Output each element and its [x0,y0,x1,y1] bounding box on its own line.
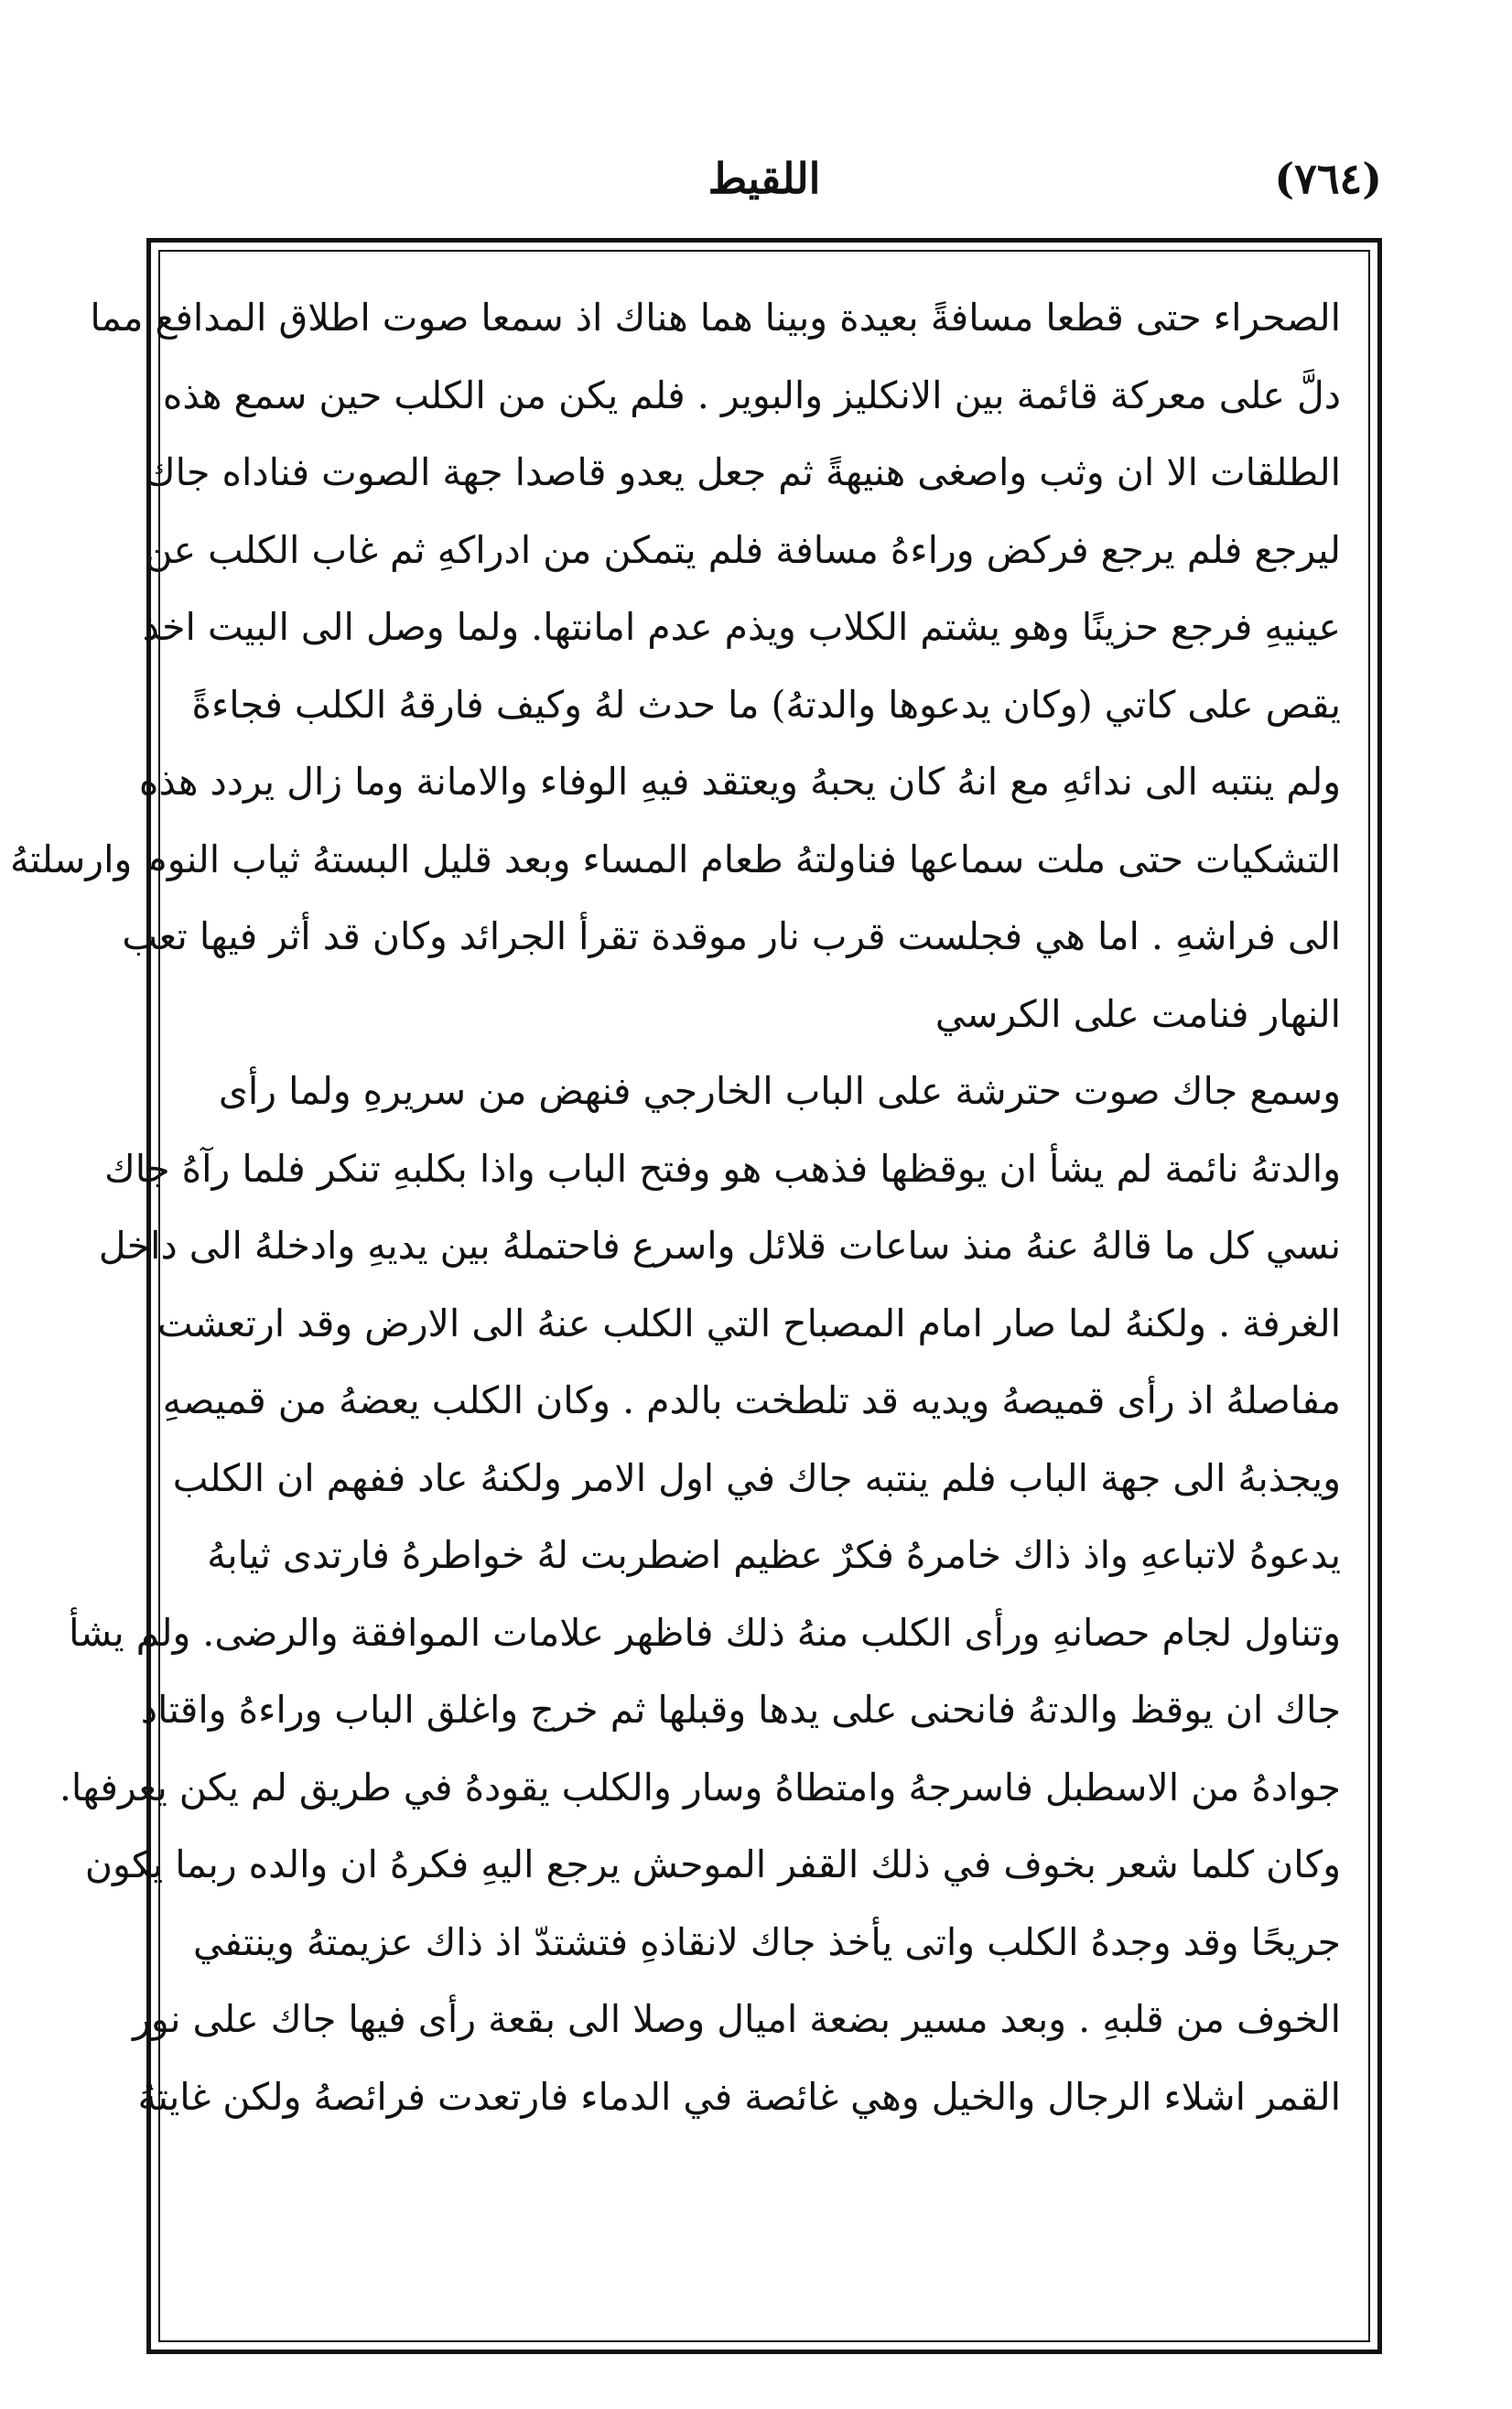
page-frame-inner [10,250,1370,2342]
text-line: الطلقات الا ان وثب واصغى هنيهةً ثم جعل يعدو قاصدا جهة الصوت فناداه جاك [144,450,1341,494]
text-line: ليرجع فلم يرجع فركض وراءهُ مسافة فلم يتمكن من ادراكهِ ثم غاب الكلب عن [145,527,1341,572]
text-line: التشكيات حتى ملت سماعها فناولتهُ طعام المساء وبعد قليل البستهُ ثياب النوم وارسلتهُ [10,837,1341,881]
page-frame [10,238,1382,2354]
text-line: النهار فنامت على الكرسي [934,991,1341,1036]
body-text [10,279,1341,2331]
text-line: يدعوهُ لاتباعهِ واذ ذاك خامرهُ فكرٌ عظيم اضطربت لهُ خواطرهُ فارتدى ثيابهُ [207,1533,1341,1577]
text-line: عينيهِ فرجع حزينًا وهو يشتم الكلاب ويذم عدم امانتها. ولما وصل الى البيت اخذ [142,605,1341,649]
text-line: يقص على كاتي (وكان يدعوها والدتهُ) ما حدث لهُ وكيف فارقهُ الكلب فجاءةً [191,682,1341,727]
text-line: دلَّ على معركة قائمة بين الانكليز والبوير . فلم يكن من الكلب حين سمع هذه [162,373,1341,417]
running-title: اللقيط [707,154,821,203]
text-line: الخوف من قلبهِ . وبعد مسير بضعة اميال وصلا الى بقعة رأى فيها جاك على نور [133,1997,1341,2041]
text-line: وسمع جاك صوت حترشة على الباب الخارجي فنهض من سريرهِ ولما رأى [218,1069,1341,1113]
text-line: الى فراشهِ . اما هي فجلست قرب نار موقدة تقرأ الجرائد وكان قد أثر فيها تعب [122,914,1341,958]
text-line: جاك ان يوقظ والدتهُ فانحنى على يدها وقبلها ثم خرج واغلق الباب وراءهُ واقتاد [140,1688,1341,1732]
text-line: الغرفة . ولكنهُ لما صار امام المصباح التي الكلب عنهُ الى الارض وقد ارتعشت [157,1301,1341,1345]
text-line: مفاصلهُ اذ رأى قميصهُ ويديه قد تلطخت بالدم . وكان الكلب يعضهُ من قميصهِ [162,1378,1341,1422]
text-line: جوادهُ من الاسطبل فاسرجهُ وامتطاهُ وسار والكلب يقودهُ في طريق لم يكن يعرفها. [59,1765,1341,1809]
text-line: وتناول لجام حصانهِ ورأى الكلب منهُ ذلك فاظهر علامات الموافقة والرضى. ولم يشأ [69,1610,1341,1655]
text-line: جريحًا وقد وجدهُ الكلب واتى يأخذ جاك لانقاذهِ فتشتدّ اذ ذاك عزيمتهُ وينتفي [192,1919,1341,1964]
text-line: الصحراء حتى قطعا مسافةً بعيدة وبينا هما هناك اذ سمعا صوت اطلاق المدافع مما [90,296,1341,340]
text-line: القمر اشلاء الرجال والخيل وهي غائصة في الدماء فارتعدت فرائصهُ ولكن غايتهُ [137,2074,1341,2119]
text-line: والدتهُ نائمة لم يشأ ان يوقظها فذهب هو وفتح الباب واذا بكلبهِ تنكر فلما رآهُ جاك [104,1146,1341,1191]
text-line: ويجذبهُ الى جهة الباب فلم ينتبه جاك في اول الامر ولكنهُ عاد ففهم ان الكلب [172,1455,1341,1500]
text-line: ولم ينتبه الى ندائهِ مع انهُ كان يحبهُ ويعتقد فيهِ الوفاء والامانة وما زال يردد هذه [138,760,1341,804]
text-line: نسي كل ما قالهُ عنهُ منذ ساعات قلائل واسرع فاحتملهُ بين يديهِ وادخلهُ الى داخل [98,1224,1341,1268]
text-line: وكان كلما شعر بخوف في ذلك القفر الموحش يرجع اليهِ فكرهُ ان والده ربما يكون [84,1842,1341,1886]
page-header [146,146,1382,238]
page-number: (٧٦٤) [1274,154,1382,203]
